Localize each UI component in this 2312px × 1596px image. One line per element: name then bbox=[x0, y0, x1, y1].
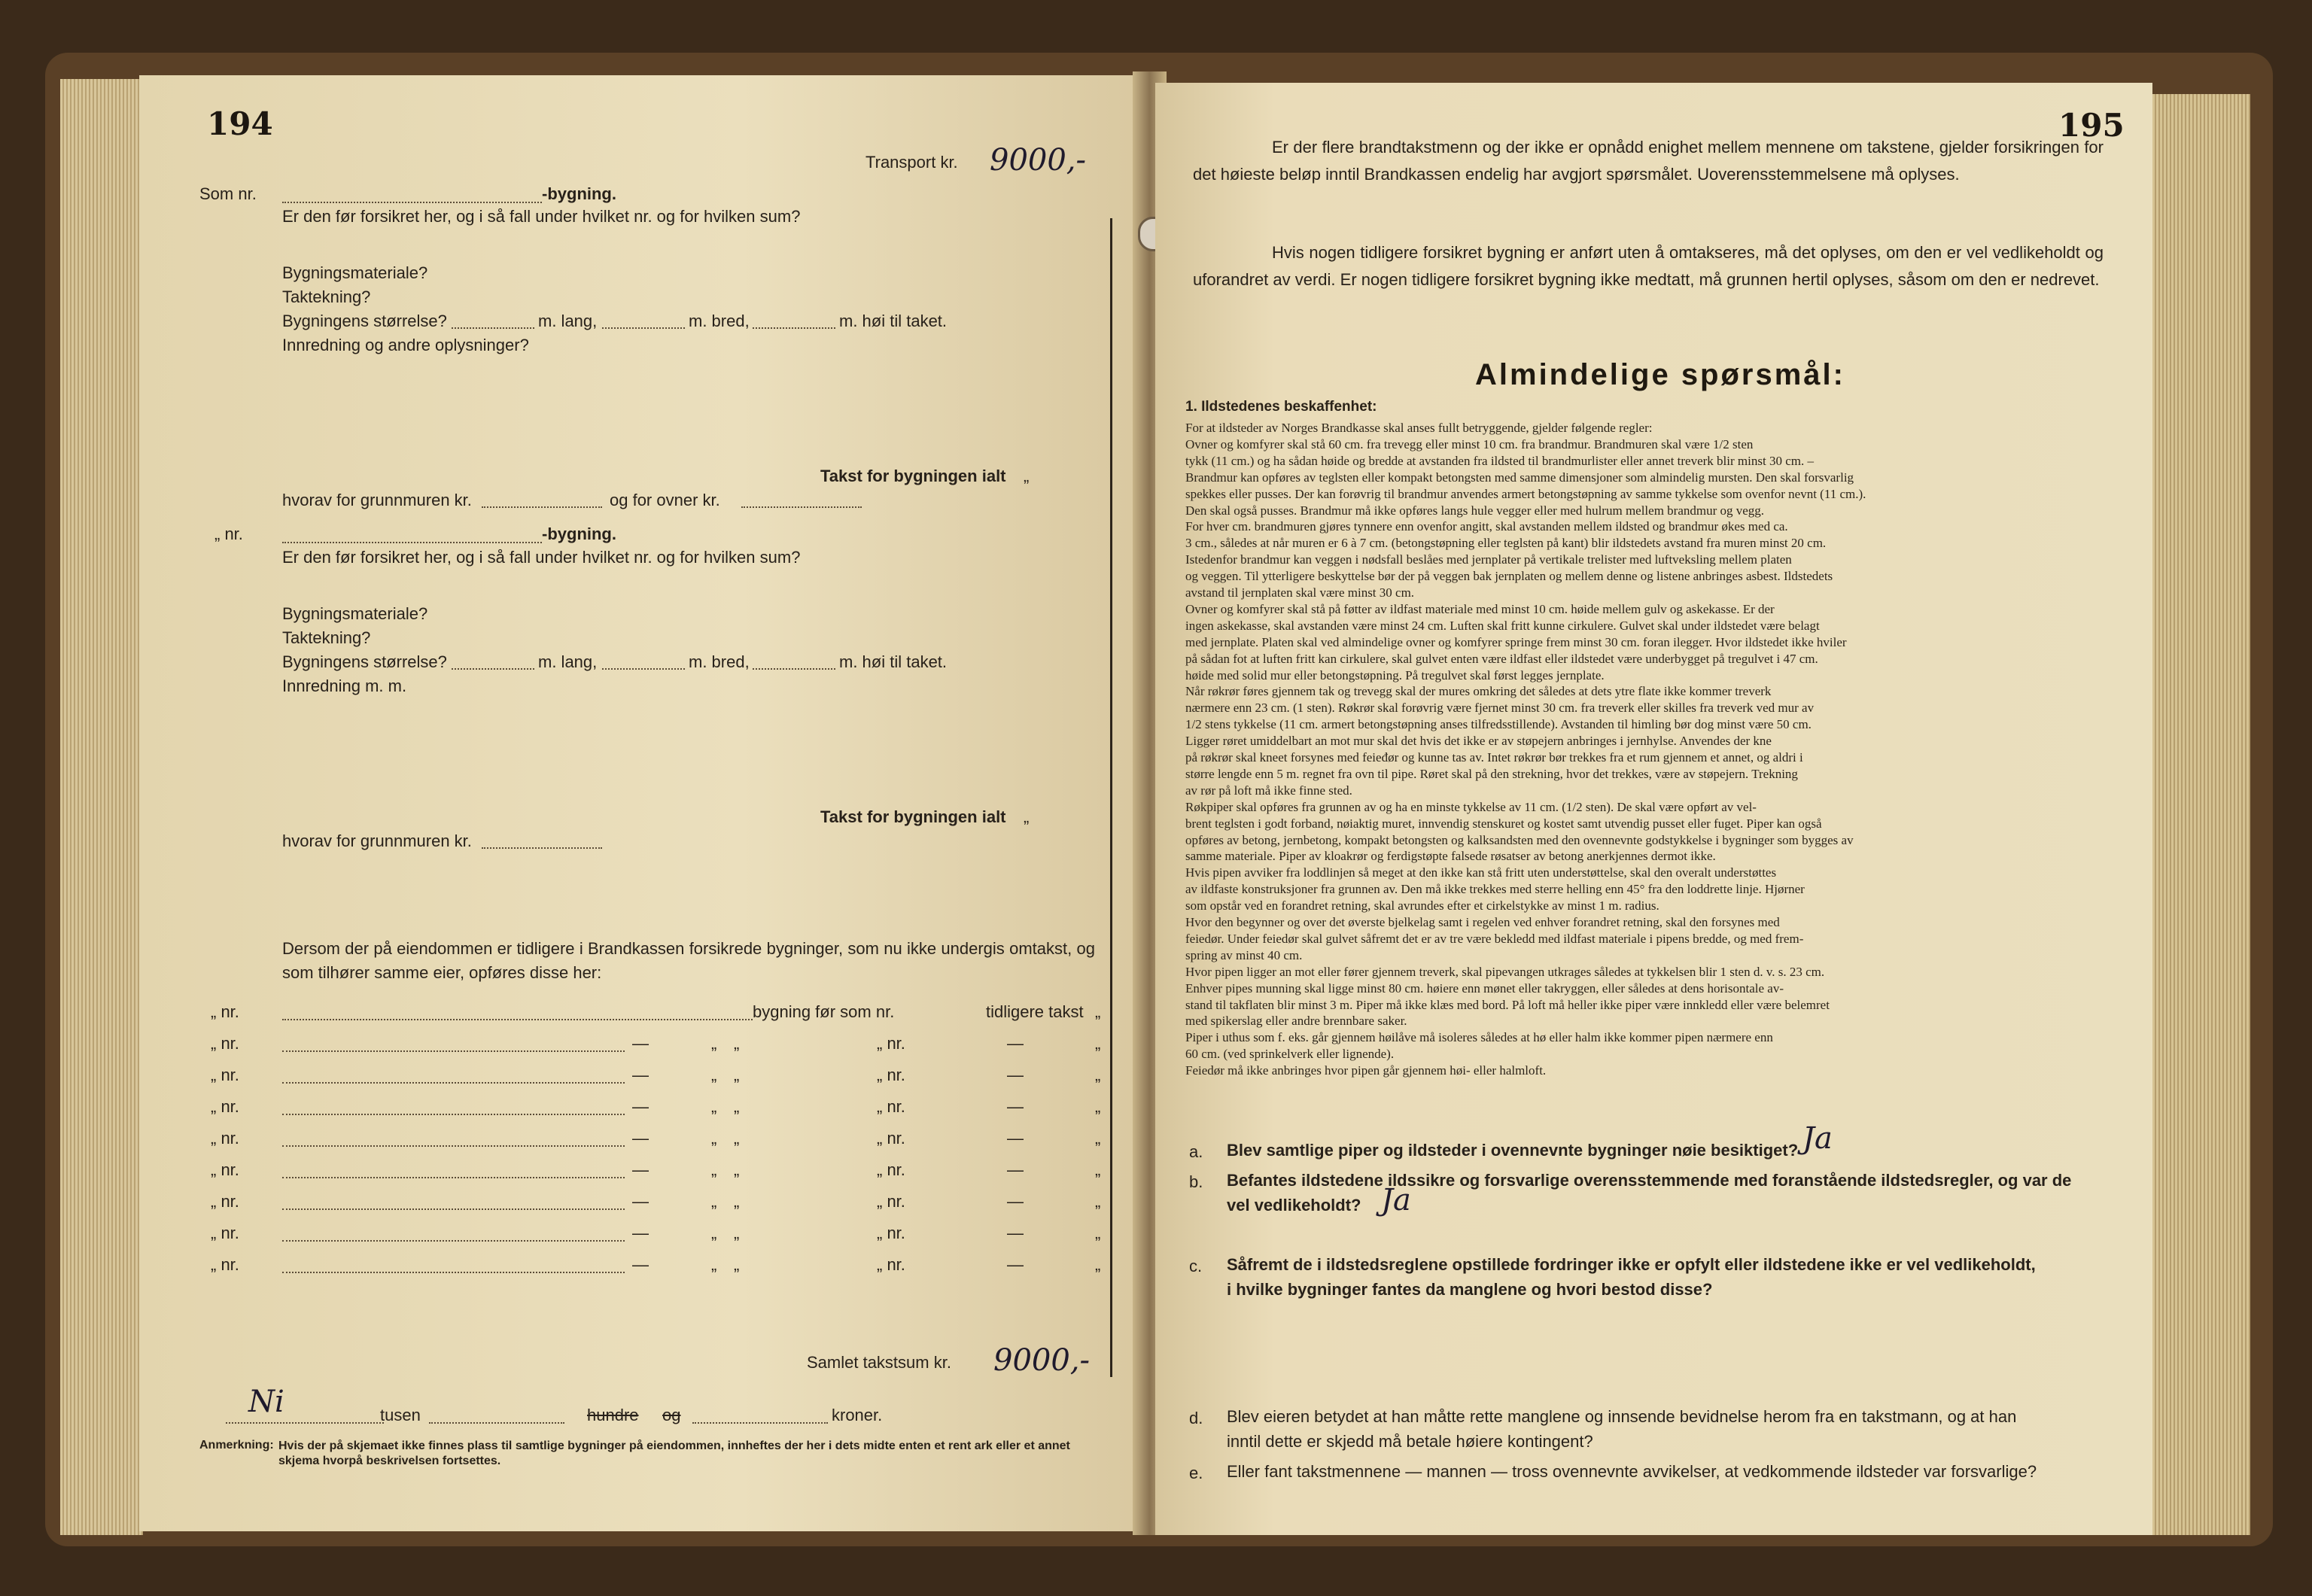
dotted-line bbox=[741, 493, 862, 508]
rule-line: brent teglsten i godt forband, nøiaktig muret, innvendig stenskuret og kostet samt utvendig pusset eller fuget. Piper kan også bbox=[1185, 816, 1822, 831]
row-dash: — bbox=[632, 1034, 649, 1053]
row-dash: — bbox=[632, 1192, 649, 1211]
rule-line: stand til takflaten blir minst 3 m. Piper må ikke klæs med bord. På loft må heller ikke piper være innkledd eller være belemret bbox=[1185, 997, 1830, 1012]
row-dash: — bbox=[1007, 1224, 1024, 1242]
dotted-line bbox=[452, 655, 534, 670]
rule-line: Hvor den begynner og over det øverste bjelkelag samt i regelen ved enhver forandret retning, skal den forsynes med bbox=[1185, 915, 1780, 929]
dotted-line bbox=[282, 1163, 625, 1178]
dotted-line bbox=[482, 834, 602, 849]
rule-line: Ligger røret umiddelbart an mot mur skal det hvis det ikke er av støpejern anbringes i jernhylse. Anvendes der kne bbox=[1185, 734, 1772, 749]
question-a: Blev samtlige piper og ildsteder i ovennevnte bygninger nøie besiktiget? bbox=[1227, 1141, 1799, 1160]
row-nr-label: „ nr. bbox=[211, 1097, 239, 1116]
storrelse-label: Bygningens størrelse? bbox=[282, 312, 447, 330]
kroner-label: kroner. bbox=[832, 1406, 883, 1424]
dotted-line bbox=[282, 1258, 625, 1273]
row-dash: — bbox=[1007, 1097, 1024, 1116]
question-b-line2: vel vedlikeholdt? bbox=[1227, 1196, 1361, 1214]
question-b-line1: Befantes ildstedene ildssikre og forsvarlige overensstemmende med foranstående ildstedsregler, og var de bbox=[1227, 1171, 2072, 1190]
row-dash: — bbox=[632, 1255, 649, 1274]
rule-line: Ovner og komfyrer skal stå på føtter av ildfast materiale med minst 10 cm. høide mellem gulv og askekasse. Er der bbox=[1185, 601, 1775, 616]
anmerkning-label: Anmerkning: bbox=[199, 1439, 274, 1452]
row-quote: „ bbox=[1095, 1002, 1101, 1021]
rule-line: Når røkrør føres gjennem tak og trevegg skal der mures omkring det således at dets ytre flate ikke kommer treverk bbox=[1185, 684, 1772, 699]
dotted-line bbox=[282, 1195, 625, 1210]
hundre-label: hundre bbox=[587, 1406, 639, 1424]
row-nr-label: „ nr. bbox=[211, 1160, 239, 1179]
rule-line: For hver cm. brandmuren gjøres tynnere enn ovenfor angitt, skal avstanden mellem ildsted og brandmur økes med ca. bbox=[1185, 519, 1788, 534]
row-quote: „ bbox=[734, 1097, 740, 1116]
m-lang-label: m. lang, bbox=[538, 652, 598, 671]
row-nr-label: „ nr. bbox=[877, 1192, 905, 1211]
dotted-line bbox=[226, 1409, 384, 1424]
question-e: Eller fant takstmennene — mannen — tross ovennevnte avvikelser, at vedkommende ildsteder var forsvarlige? bbox=[1227, 1462, 2037, 1481]
row-nr-label: „ nr. bbox=[211, 1224, 239, 1242]
materiale-label: Bygningsmateriale? bbox=[282, 604, 428, 623]
row-dash: — bbox=[1007, 1034, 1024, 1053]
m-bred-label: m. bred, bbox=[689, 312, 750, 330]
taktekning-label: Taktekning? bbox=[282, 628, 371, 647]
dotted-line bbox=[602, 314, 685, 329]
row-quote: „ bbox=[1095, 1034, 1101, 1053]
row-quote: „ bbox=[1095, 1129, 1101, 1148]
intro-paragraph-2: Hvis nogen tidligere forsikret bygning er anført uten å omtakseres, må det oplyses, om den er vel vedlikeholdt og uforandret av verdi. Er nogen tidligere forsikret bygning ikke medtatt, må grunnen hertil oplyses, såsom om den er nedrevet. bbox=[1193, 243, 2104, 289]
takst-label: Takst for bygningen ialt bbox=[820, 467, 1006, 485]
rule-line: avstand til jernplaten skal være minst 30 cm. bbox=[1185, 585, 1415, 600]
row-dash: — bbox=[1007, 1129, 1024, 1148]
dotted-line bbox=[692, 1409, 828, 1424]
row-nr-label: „ nr. bbox=[877, 1255, 905, 1274]
forsikret-question: Er den før forsikret her, og i så fall under hvilket nr. og for hvilken sum? bbox=[282, 548, 801, 567]
row-nr-label: „ nr. bbox=[211, 1066, 239, 1084]
row-dash: — bbox=[632, 1160, 649, 1179]
hvorav-label: hvorav for grunnmuren kr. bbox=[282, 491, 472, 509]
rule-line: med jernplate. Platen skal ved almindelige ovner og komfyrer springe frem minst 30 cm. foran ileggет. Hvor ildstedet ikke hviler bbox=[1185, 634, 1847, 649]
rule-line: samme materiale. Piper av kloakrør og ferdigstøpte falsede røsatser av betong anerkjennes dermot ikke. bbox=[1185, 849, 1716, 864]
dotted-line bbox=[282, 188, 542, 203]
materiale-label: Bygningsmateriale? bbox=[282, 263, 428, 282]
question-a-label: a. bbox=[1189, 1142, 1203, 1161]
rule-line: nærmere enn 23 cm. (1 sten). Røkrør skal forøvrig være fjernet minst 30 cm. fra treverk eller skilles fra treverk ved mur av bbox=[1185, 701, 1815, 716]
rule-line: tykk (11 cm.) og ha sådan høide og bredde at avstanden fra ildsted til brandmurlister eller annet treverk blir minst 30 cm. – bbox=[1185, 453, 1814, 468]
dotted-line bbox=[282, 1132, 625, 1147]
row-quote: „ bbox=[711, 1224, 717, 1242]
left-page bbox=[139, 75, 1144, 1531]
m-lang-label: m. lang, bbox=[538, 312, 598, 330]
row-nr-label: „ nr. bbox=[877, 1034, 905, 1053]
row-dash: — bbox=[632, 1066, 649, 1084]
row-nr-label: „ nr. bbox=[877, 1129, 905, 1148]
rule-line: spring av minst 40 cm. bbox=[1185, 947, 1303, 962]
rule-line: Hvis pipen avviker fra loddlinjen så meget at den ikke kan stå fritt uten understøttelse, skal den overalt understøttes bbox=[1185, 865, 1777, 880]
dotted-line bbox=[753, 314, 835, 329]
rule-line: høide med solid mur eller betongstøpning. På tregulvet skal først legges jernplate. bbox=[1185, 667, 1605, 682]
rule-line: 1/2 stens tykkelse (11 cm. armert betongstøpning anses tilfredsstillende). Avstanden til himling bør dog minst være 50 cm. bbox=[1185, 717, 1812, 732]
row-quote: „ bbox=[734, 1160, 740, 1179]
row-quote: „ bbox=[1095, 1160, 1101, 1179]
row-quote: „ bbox=[734, 1224, 740, 1242]
question-d-line1: Blev eieren betydet at han måtte rette manglene og innsende bevidnelse herom fra en takstmann, og at han bbox=[1227, 1407, 2017, 1426]
row-quote: „ bbox=[711, 1160, 717, 1179]
quote-mark: „ bbox=[1024, 807, 1030, 826]
rule-line: og veggen. Til ytterligere beskyttelse bør der på veggen bak jernplaten og mellem denne og listene anbringes asbest. Ildstedets bbox=[1185, 569, 1833, 584]
storrelse-label: Bygningens størrelse? bbox=[282, 652, 447, 671]
amount-column-rule bbox=[1110, 218, 1112, 1377]
section-heading: Almindelige spørsmål: bbox=[1475, 358, 1845, 391]
og-label: og bbox=[662, 1406, 681, 1424]
row-nr-label: „ nr. bbox=[211, 1034, 239, 1053]
row-quote: „ bbox=[1095, 1192, 1101, 1211]
row-quote: „ bbox=[711, 1034, 717, 1053]
dotted-line bbox=[282, 1037, 625, 1052]
row-quote: „ bbox=[1095, 1255, 1101, 1274]
question-b-label: b. bbox=[1189, 1172, 1203, 1191]
row-dash: — bbox=[1007, 1066, 1024, 1084]
rule-line: av rør på loft må ikke finne sted. bbox=[1185, 783, 1352, 798]
rule-line: Hvor pipen ligger an mot eller fører gjennem treverk, skal pipevangen utkrages således at tykkelsen blir 1 sten d. v. s. 23 cm. bbox=[1185, 964, 1825, 979]
row-nr-label: „ nr. bbox=[211, 1192, 239, 1211]
transport-label: Transport kr. bbox=[865, 153, 958, 172]
page-number-left: 194 bbox=[207, 105, 273, 142]
dotted-line bbox=[452, 314, 534, 329]
row-nr-label: „ nr. bbox=[877, 1224, 905, 1242]
rule-line: For at ildsteder av Norges Brandkasse skal anses fullt betryggende, gjelder følgende regler: bbox=[1185, 421, 1653, 435]
row-first-label: bygning før som nr. bbox=[753, 1002, 895, 1021]
row-dash: — bbox=[1007, 1255, 1024, 1274]
rule-line: spekkes eller pusses. Der kan forøvrig til brandmur anvendes armert betongstøpning av samme tykkelse som ovenfor nevnt (11 cm.). bbox=[1185, 486, 1866, 501]
rule-line: av ildfaste konstruksjoner fra grunnen av. Den må ikke trekkes med sterre helling enn 45° fra den loddrette linje. Hjørner bbox=[1185, 882, 1805, 897]
question-c-line1: Såfremt de i ildstedsreglene opstillede fordringer ikke er opfylt eller ildstedene ikke er vel vedlikeholdt, bbox=[1227, 1255, 2036, 1274]
rule-line: Enhver pipes munning skal ligge minst 80 cm. høiere enn mønet eller takryggen, eller således at dens horisontale av- bbox=[1185, 980, 1784, 996]
m-hoi-label: m. høi til taket. bbox=[839, 652, 948, 671]
row-nr-label: „ nr. bbox=[877, 1160, 905, 1179]
rule-line: Ovner og komfyrer skal stå 60 cm. fra trevegg eller minst 10 cm. fra brandmur. Brandmuren skal være 1/2 sten bbox=[1185, 436, 1754, 451]
anmerkning-text: Hvis der på skjemaet ikke finnes plass til samtlige bygninger på eiendommen, innheftes der her i dets midte enten et rent ark eller et annet skjema hvorpå beskrivelsen fortsettes. bbox=[278, 1439, 1070, 1467]
row-quote: „ bbox=[711, 1255, 717, 1274]
rule-line: Brandmur kan opføres av teglsten eller kompakt betongsten med samme dimensjoner som almindelig mursten. Den skal forsvarlig bbox=[1185, 470, 1854, 485]
bygning-label: -bygning. bbox=[542, 524, 616, 543]
tusen-label: tusen bbox=[380, 1406, 421, 1424]
row-nr-label: „ nr. bbox=[211, 1129, 239, 1148]
section-1-label: 1. Ildstedenes beskaffenhet: bbox=[1185, 399, 1377, 415]
row-nr-label: „ nr. bbox=[877, 1066, 905, 1084]
dersom-text: Dersom der på eiendommen er tidligere i Brandkassen forsikrede bygninger, som nu ikke undergis omtakst, og som tilhører samme eier, opføres disse her: bbox=[282, 939, 1095, 982]
forsikret-question: Er den før forsikret her, og i så fall under hvilket nr. og for hvilken sum? bbox=[282, 207, 801, 226]
dotted-line bbox=[429, 1409, 564, 1424]
row-dash: — bbox=[632, 1129, 649, 1148]
row-quote: „ bbox=[1095, 1097, 1101, 1116]
row-nr-label: „ nr. bbox=[211, 1255, 239, 1274]
row-quote: „ bbox=[734, 1066, 740, 1084]
rule-line: som opstår ved en forandret retning, skal avrundes efter et cirkelstykke av minst 1 m. radius. bbox=[1185, 898, 1659, 914]
quote-mark: „ bbox=[1024, 467, 1030, 485]
row-dash: — bbox=[632, 1224, 649, 1242]
question-c-label: c. bbox=[1189, 1257, 1203, 1275]
row-nr-label: „ nr. bbox=[211, 1002, 239, 1021]
rule-line: ingen askekasse, skal avstanden være minst 24 cm. Luften skal fritt kunne cirkulere. Gulvet skal under ildstedet være belagt bbox=[1185, 618, 1820, 633]
row-quote: „ bbox=[734, 1255, 740, 1274]
handwritten-ni: Ni bbox=[248, 1385, 284, 1419]
row-quote: „ bbox=[734, 1129, 740, 1148]
row-nr-label: „ nr. bbox=[877, 1097, 905, 1116]
row-tidligere-label: tidligere takst bbox=[986, 1002, 1084, 1021]
dotted-line bbox=[753, 655, 835, 670]
innredning-label: Innredning og andre oplysninger? bbox=[282, 336, 529, 354]
question-e-label: e. bbox=[1189, 1464, 1203, 1482]
answer-a: Ja bbox=[1802, 1121, 1833, 1156]
question-d-line2: inntil dette er skjedd må betale høiere kontingent? bbox=[1227, 1432, 1593, 1451]
question-d-label: d. bbox=[1189, 1409, 1203, 1427]
takst-label: Takst for bygningen ialt bbox=[820, 807, 1006, 826]
transport-value: 9000,- bbox=[990, 143, 1087, 178]
dotted-line bbox=[482, 493, 602, 508]
rule-line: Feiedør må ikke anbringes hvor pipen går gjennem høi- eller halmloft. bbox=[1185, 1063, 1547, 1078]
right-page bbox=[1155, 83, 2152, 1535]
rule-line: feiedør. Under feiedør skal gulvet såfremt det er av tre være bekledd med ildfast materiale i pipens bredde, og med frem- bbox=[1185, 931, 1804, 946]
row-dash: — bbox=[1007, 1160, 1024, 1179]
left-page-edges bbox=[60, 79, 143, 1535]
innredning-label: Innredning m. m. bbox=[282, 676, 407, 695]
for-ovner-label: og for ovner kr. bbox=[610, 491, 720, 509]
samlet-label: Samlet takstsum kr. bbox=[807, 1353, 951, 1372]
rule-line: med spikerslag eller andre brennbare saker. bbox=[1185, 1014, 1407, 1029]
rule-line: Den skal også pusses. Brandmur må ikke opføres langs hule vegger eller med hulrum mellem brandmur og vegg. bbox=[1185, 503, 1765, 518]
rule-line: Røkpiper skal opføres fra grunnen av og ha en minste tykkelse av 11 cm. (1/2 sten). De skal være opført av vel- bbox=[1185, 799, 1757, 814]
intro-paragraph-1: Er der flere brandtakstmenn og der ikke er opnådd enighet mellem mennene om takstene, gjelder forsikringen for det høieste beløp inntil Brandkassen endelig har avgjort spørsmålet. Uoverensstemmelsene må oplyses. bbox=[1193, 138, 2104, 184]
rule-line: opføres av betong, jernbetong, kompakt betongsten og kalksandsten med den ovennevnte godstykkelse i bygninger som bygges av bbox=[1185, 832, 1854, 847]
row-quote: „ bbox=[1095, 1066, 1101, 1084]
row-quote: „ bbox=[1095, 1224, 1101, 1242]
row-quote: „ bbox=[711, 1066, 717, 1084]
rule-line: Istedenfor brandmur kan veggen i nødsfall beslåes med jernplater på vertikale trelister med luftveksling mellem platen bbox=[1185, 552, 1792, 567]
rule-line: større lengde enn 5 m. regnet fra ovn til pipe. Røret skal på den strekning, hvor det trekkes, være av støpejern. Trekning bbox=[1185, 766, 1798, 781]
dotted-line bbox=[602, 655, 685, 670]
som-nr-label: Som nr. bbox=[199, 184, 257, 203]
right-page-edges bbox=[2149, 94, 2250, 1535]
row-dash: — bbox=[632, 1097, 649, 1116]
dotted-line bbox=[282, 1005, 753, 1020]
dotted-line bbox=[282, 1100, 625, 1115]
rule-line: på sådan fot at luften fritt kan cirkulere, skal gulvet enten være ildfast eller ildstedet være underbygget på tregulvet i 47 cm. bbox=[1185, 651, 1818, 666]
samlet-value: 9000,- bbox=[993, 1343, 1091, 1378]
row-dash: — bbox=[1007, 1192, 1024, 1211]
dotted-line bbox=[282, 528, 542, 543]
row-quote: „ bbox=[711, 1192, 717, 1211]
rule-line: Piper i uthus som f. eks. går gjennem høilåve må isoleres således at hø eller halm ikke kommer pipen nærmere enn bbox=[1185, 1030, 1773, 1045]
row-quote: „ bbox=[734, 1034, 740, 1053]
row-quote: „ bbox=[711, 1097, 717, 1116]
hvorav-label: hvorav for grunnmuren kr. bbox=[282, 831, 472, 850]
taktekning-label: Taktekning? bbox=[282, 287, 371, 306]
rule-line: 60 cm. (ved sprinkelverk eller lignende). bbox=[1185, 1047, 1395, 1062]
page-number-right: 195 bbox=[2058, 107, 2125, 144]
nr-label: „ nr. bbox=[214, 524, 243, 543]
dotted-line bbox=[282, 1227, 625, 1242]
m-bred-label: m. bred, bbox=[689, 652, 750, 671]
row-quote: „ bbox=[734, 1192, 740, 1211]
bygning-label: -bygning. bbox=[542, 184, 616, 203]
rule-line: 3 cm., således at når muren er 6 à 7 cm. (betongstøpning eller teglsten på kant) blir ildstedets avstand fra muren minst 20 cm. bbox=[1185, 536, 1827, 551]
m-hoi-label: m. høi til taket. bbox=[839, 312, 948, 330]
row-quote: „ bbox=[711, 1129, 717, 1148]
question-c-line2: i hvilke bygninger fantes da manglene og hvori bestod disse? bbox=[1227, 1280, 1713, 1299]
answer-b: Ja bbox=[1381, 1183, 1411, 1218]
dotted-line bbox=[282, 1069, 625, 1084]
rule-line: på røkrør skal kneet forsynes med feieđør og kunne tas av. Intet røkrør bør trekkes fra et rum gjennem et annet, og aldri i bbox=[1185, 750, 1803, 765]
